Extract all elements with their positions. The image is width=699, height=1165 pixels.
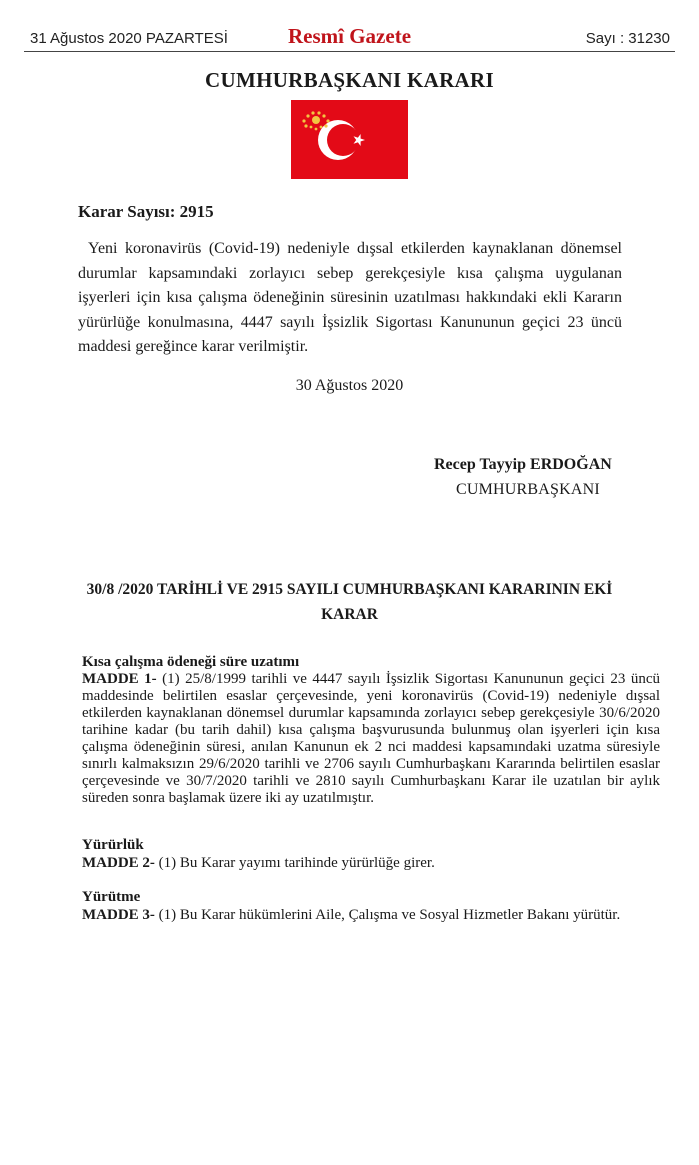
decision-number: Karar Sayısı: 2915: [78, 202, 214, 221]
issue-number: Sayı : 31230: [585, 30, 670, 47]
decision-body: Yeni koronavirüs (Covid-19) nedeniyle dışsal etkilerden kaynaklanan dönemsel durumlar kapsamındaki zorlayıcı sebep gerekçesiyle kısa çalışma uygulanan işyerleri için kısa çalışma ödeneğinin süresinin uzatılması hakkındaki ekli Kararın yürürlüğe konulmasına, 4447 sayılı İşsizlik Sigortası Kanununun geçici 23 üncü maddesi gereğince karar verilmiştir.: [78, 240, 622, 355]
article-text: (1) Bu Karar yayımı tarihinde yürürlüğe girer.: [154, 855, 435, 871]
article-text: (1) 25/8/1999 tarihli ve 4447 sayılı İşsizlik Sigortası Kanununun geçici 23 üncü maddesinde belirtilen esaslar çerçevesinde, yeni koronavirüs (Covid-19) nedeniyle dışsal etkilerden kaynaklanan dönemsel durumlar kapsamında zorlayıcı sebep gerekçesiyle 30/6/2020 tarihine kadar (bu tarih dahil) kısa çalışma başvurusunda bulunmuş olan işyerleri için kısa çalışma ödeneğinin süresi, anılan Kanunun ek 2 nci maddesi kapsamındaki uzatma süresiyle sınırlı kalmaksızın 29/6/2020 tarihli ve 2706 sayılı Cumhurbaşkanı Kararında belirtilen esaslar çerçevesinde ve 30/7/2020 tarihli ve 2810 sayılı Cumhurbaşkanı Karar ile uzatılan bir aylık süreden sonra başlamak üzere iki ay uzatılmıştır.: [82, 671, 660, 806]
signatory-last-name: ERDOĞAN: [530, 456, 612, 473]
article-2: [82, 855, 435, 872]
section-heading: Yürürlük: [82, 837, 144, 853]
annex-title: 30/8 /2020 TARİHLİ VE 2915 SAYILI CUMHURBAŞKANI KARARININ EKİ: [86, 581, 613, 598]
signatory-title: CUMHURBAŞKANI: [456, 481, 600, 498]
decision-date: 30 Ağustos 2020: [295, 377, 404, 394]
section-heading: Yürütme: [82, 889, 141, 905]
signatory-name: [434, 456, 612, 474]
gazette-header: [0, 0, 699, 52]
section-heading: Kısa çalışma ödeneği süre uzatımı: [82, 654, 300, 670]
turkish-flag-icon: [291, 100, 408, 179]
article-1: [82, 671, 660, 807]
signatory-first-name: Recep Tayyip: [434, 456, 531, 473]
header-divider: [24, 51, 675, 52]
gazette-name: Resmî Gazete: [287, 24, 412, 48]
article-3: [82, 907, 620, 924]
article-label: MADDE 2-: [82, 855, 155, 871]
article-label: MADDE 1-: [82, 671, 157, 687]
article-label: MADDE 3-: [82, 907, 155, 923]
article-text: (1) Bu Karar hükümlerini Aile, Çalışma ve Sosyal Hizmetler Bakanı yürütür.: [154, 907, 621, 923]
decision-title: CUMHURBAŞKANI KARARI: [205, 68, 494, 92]
annex-subtitle: KARAR: [321, 606, 378, 623]
publication-date: 31 Ağustos 2020 PAZARTESİ: [30, 30, 228, 47]
